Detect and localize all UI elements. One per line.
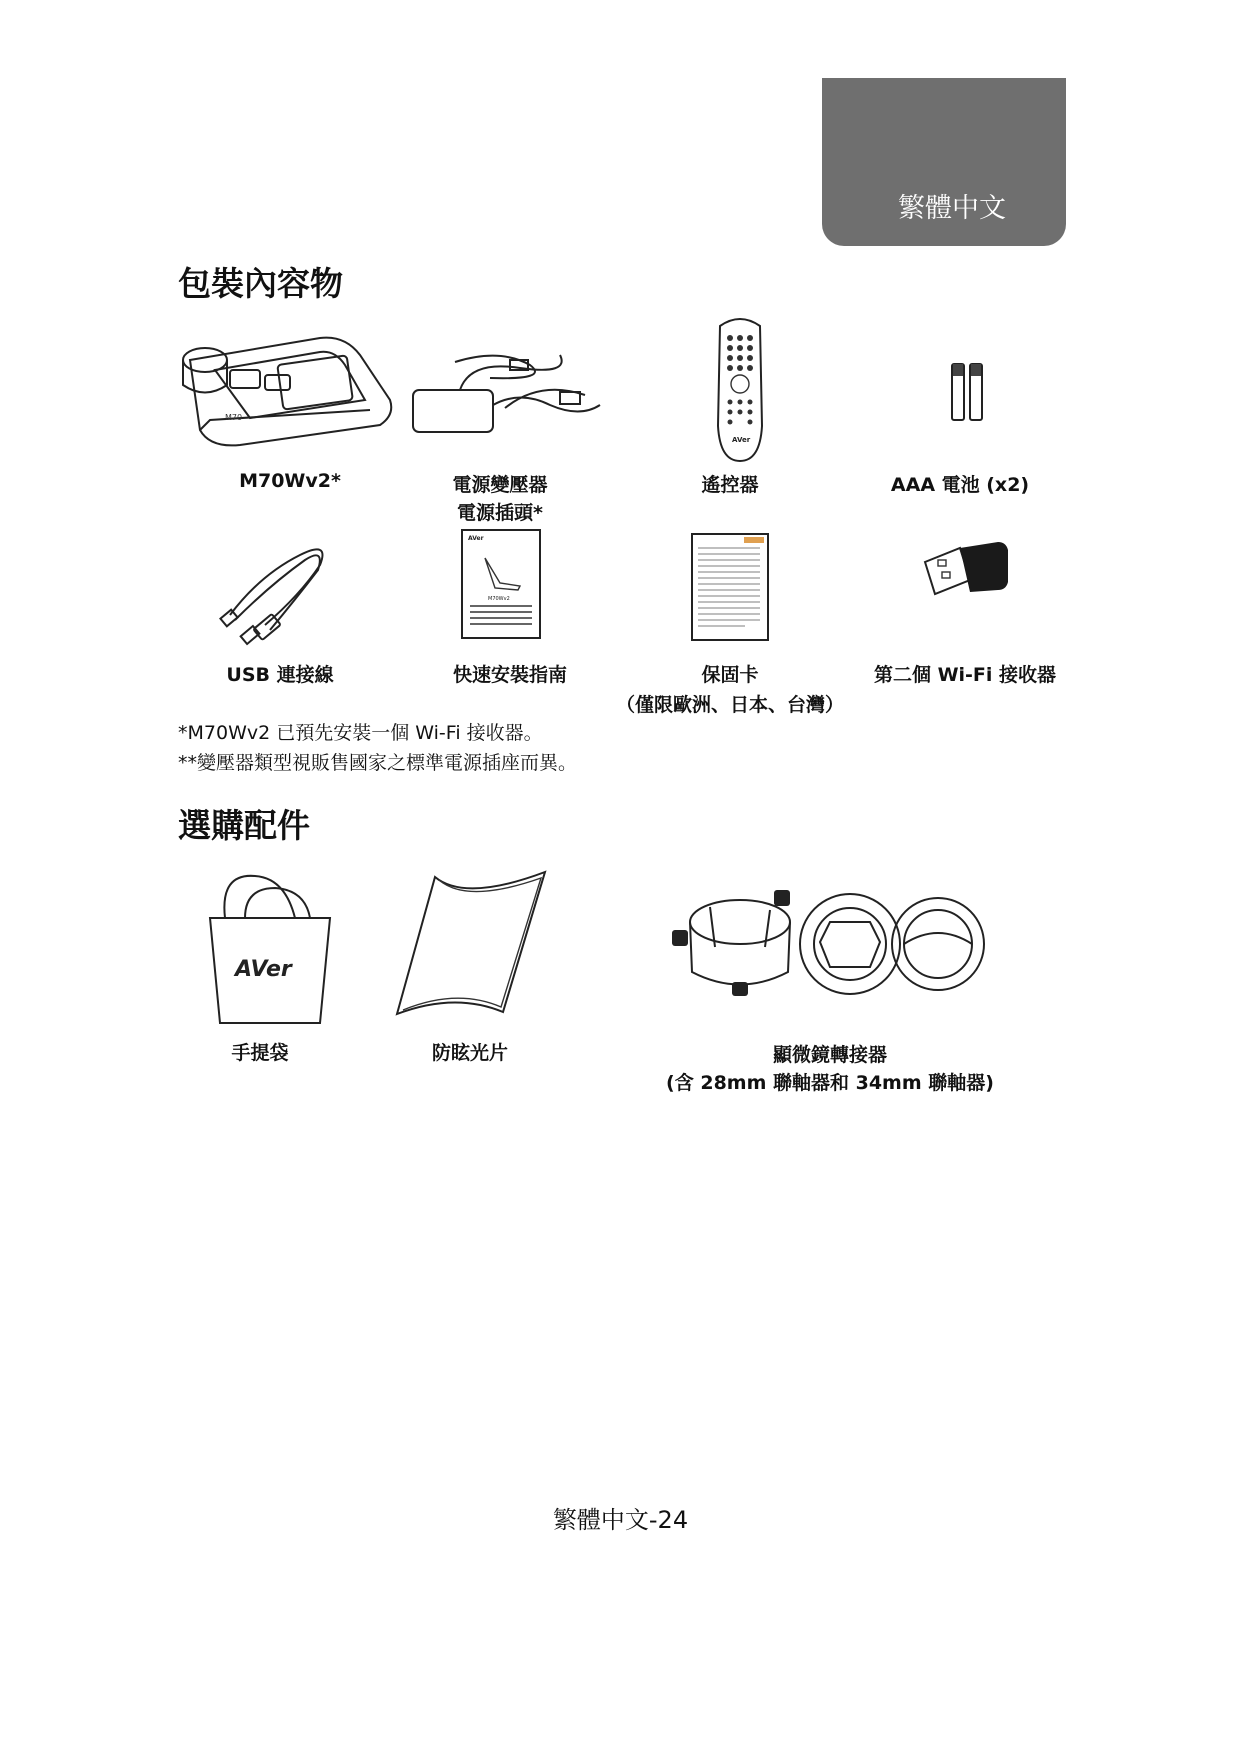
language-tab-label: 繁體中文: [898, 193, 1006, 224]
label-warranty-region: （僅限歐洲、日本、台灣）: [615, 694, 844, 716]
remote-control-illustration: [712, 316, 768, 466]
label-anti-glare-sheet: 防眩光片: [431, 1042, 508, 1064]
page-footer: 繁體中文-24: [552, 1506, 689, 1534]
guide-logo: AVer: [468, 535, 484, 542]
note-adapter-type: **變壓器類型視販售國家之標準電源插座而異。: [178, 752, 578, 774]
wifi-dongle-illustration: [920, 540, 1010, 598]
section-title-package-contents: 包裝內容物: [178, 264, 343, 303]
language-tab: [822, 78, 1066, 246]
label-power-plug: 電源插頭*: [457, 502, 543, 524]
warranty-card-illustration: [690, 532, 770, 642]
label-m70wv2: M70Wv2*: [239, 470, 341, 492]
usb-cable-illustration: [220, 535, 340, 645]
label-microscope-adapter: 顯微鏡轉接器: [772, 1044, 887, 1066]
label-quick-guide: 快速安裝指南: [452, 664, 567, 686]
label-remote: 遙控器: [701, 474, 759, 496]
label-microscope-couplers: (含 28mm 聯軸器和 34mm 聯軸器): [666, 1072, 994, 1094]
label-batteries: AAA 電池 (x2): [890, 474, 1030, 496]
anti-glare-sheet-illustration: [395, 872, 555, 1022]
tote-bag-illustration: [205, 868, 335, 1028]
label-wifi-receiver: 第二個 Wi-Fi 接收器: [873, 664, 1057, 686]
guide-model: M70Wv2: [488, 596, 510, 602]
label-power-adapter: 電源變壓器: [452, 474, 548, 496]
label-warranty-card: 保固卡: [701, 664, 759, 686]
note-wifi-preinstalled: *M70Wv2 已預先安裝一個 Wi-Fi 接收器。: [178, 722, 543, 744]
label-usb-cable: USB 連接線: [226, 664, 334, 686]
section-title-optional-accessories: 選購配件: [178, 806, 310, 845]
power-adapter-illustration: [410, 350, 610, 440]
bag-logo: AVer: [235, 957, 292, 982]
aaa-batteries-illustration: [950, 360, 986, 422]
label-tote-bag: 手提袋: [231, 1042, 289, 1064]
microscope-adapter-illustration: [670, 882, 990, 1012]
svg-text:M70: M70: [225, 413, 243, 422]
remote-logo: AVer: [732, 436, 751, 444]
quick-guide-illustration: [460, 528, 544, 640]
camera-illustration: [170, 330, 400, 450]
